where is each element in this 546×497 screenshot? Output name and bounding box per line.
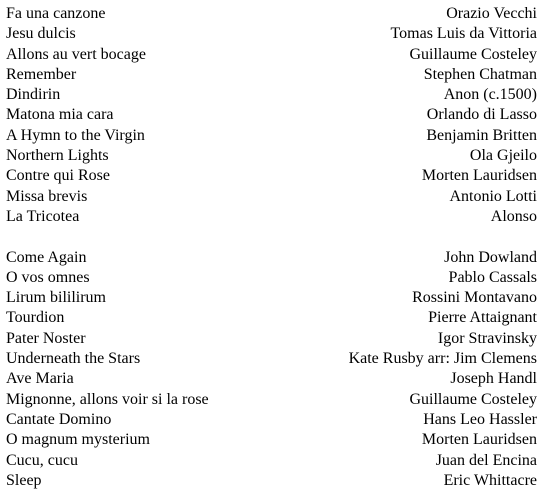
program-row	[6, 471, 537, 491]
program-row	[6, 308, 537, 328]
composer-name: John Dowland	[444, 248, 537, 266]
program-row	[6, 248, 537, 268]
composer-name: Joseph Handl	[450, 370, 537, 388]
program-row	[6, 451, 537, 471]
piece-title: Dindirin	[6, 86, 61, 104]
program-row	[6, 430, 537, 450]
composer-name: Kate Rusby arr: Jim Clemens	[348, 350, 537, 368]
composer-name: Igor Stravinsky	[437, 329, 537, 347]
composer-name: Eric Whittacre	[443, 471, 537, 489]
program-row	[6, 45, 537, 65]
piece-title: O vos omnes	[6, 268, 90, 286]
composer-name: Orlando di Lasso	[426, 106, 537, 124]
piece-title: Fa una canzone	[6, 5, 106, 22]
piece-title: Allons au vert bocage	[6, 45, 146, 63]
piece-title: La Tricotea	[6, 207, 80, 225]
program-row	[6, 146, 537, 166]
composer-name: Tomas Luis da Vittoria	[390, 25, 537, 43]
composer-name: Juan del Encina	[435, 451, 537, 469]
composer-name: Stephen Chatman	[423, 65, 537, 83]
program-row	[6, 105, 537, 125]
composer-name: Rossini Montavano	[412, 289, 537, 307]
composer-name: Guillaume Costeley	[409, 45, 537, 63]
program-row	[6, 390, 537, 410]
program-row	[6, 24, 537, 44]
program-row	[6, 369, 537, 389]
program-group-2	[6, 248, 537, 492]
program-row	[6, 410, 537, 430]
composer-name: Antonio Lotti	[449, 187, 537, 205]
composer-name: Benjamin Britten	[426, 126, 537, 144]
piece-title: O magnum mysterium	[6, 431, 150, 449]
piece-title: Cantate Domino	[6, 410, 112, 428]
piece-title: Contre qui Rose	[6, 167, 110, 185]
program-document	[6, 4, 537, 491]
program-row	[6, 85, 537, 105]
program-row	[6, 329, 537, 349]
program-row	[6, 126, 537, 146]
program-row	[6, 268, 537, 288]
piece-title: Remember	[6, 65, 77, 83]
piece-title: Mignonne, allons voir si la rose	[6, 390, 209, 408]
program-group-1	[6, 4, 537, 227]
composer-name: Hans Leo Hassler	[423, 410, 537, 428]
piece-title: A Hymn to the Virgin	[6, 126, 145, 144]
piece-title: Missa brevis	[6, 187, 88, 205]
piece-title: Lirum bililirum	[6, 289, 106, 307]
program-row	[6, 288, 537, 308]
composer-name: Morten Lauridsen	[421, 431, 537, 449]
piece-title: Come Again	[6, 248, 87, 266]
program-row	[6, 166, 537, 186]
program-row	[6, 65, 537, 85]
composer-name: Anon (c.1500)	[443, 86, 537, 104]
piece-title: Pater Noster	[6, 329, 86, 347]
piece-title: Matona mia cara	[6, 106, 114, 124]
composer-name: Alonso	[490, 207, 537, 225]
piece-title: Sleep	[6, 471, 42, 489]
piece-title: Jesu dulcis	[6, 25, 76, 43]
piece-title: Tourdion	[6, 309, 65, 327]
composer-name: Pierre Attaignant	[428, 309, 537, 327]
program-row	[6, 207, 537, 227]
program-row	[6, 349, 537, 369]
composer-name: Orazio Vecchi	[446, 5, 537, 22]
composer-name: Guillaume Costeley	[409, 390, 537, 408]
piece-title: Underneath the Stars	[6, 350, 141, 368]
piece-title: Northern Lights	[6, 147, 109, 165]
piece-title: Cucu, cucu	[6, 451, 78, 469]
composer-name: Pablo Cassals	[448, 268, 537, 286]
composer-name: Morten Lauridsen	[421, 167, 537, 185]
program-row	[6, 4, 537, 24]
composer-name: Ola Gjeilo	[469, 147, 537, 165]
program-row	[6, 187, 537, 207]
piece-title: Ave Maria	[6, 370, 74, 388]
